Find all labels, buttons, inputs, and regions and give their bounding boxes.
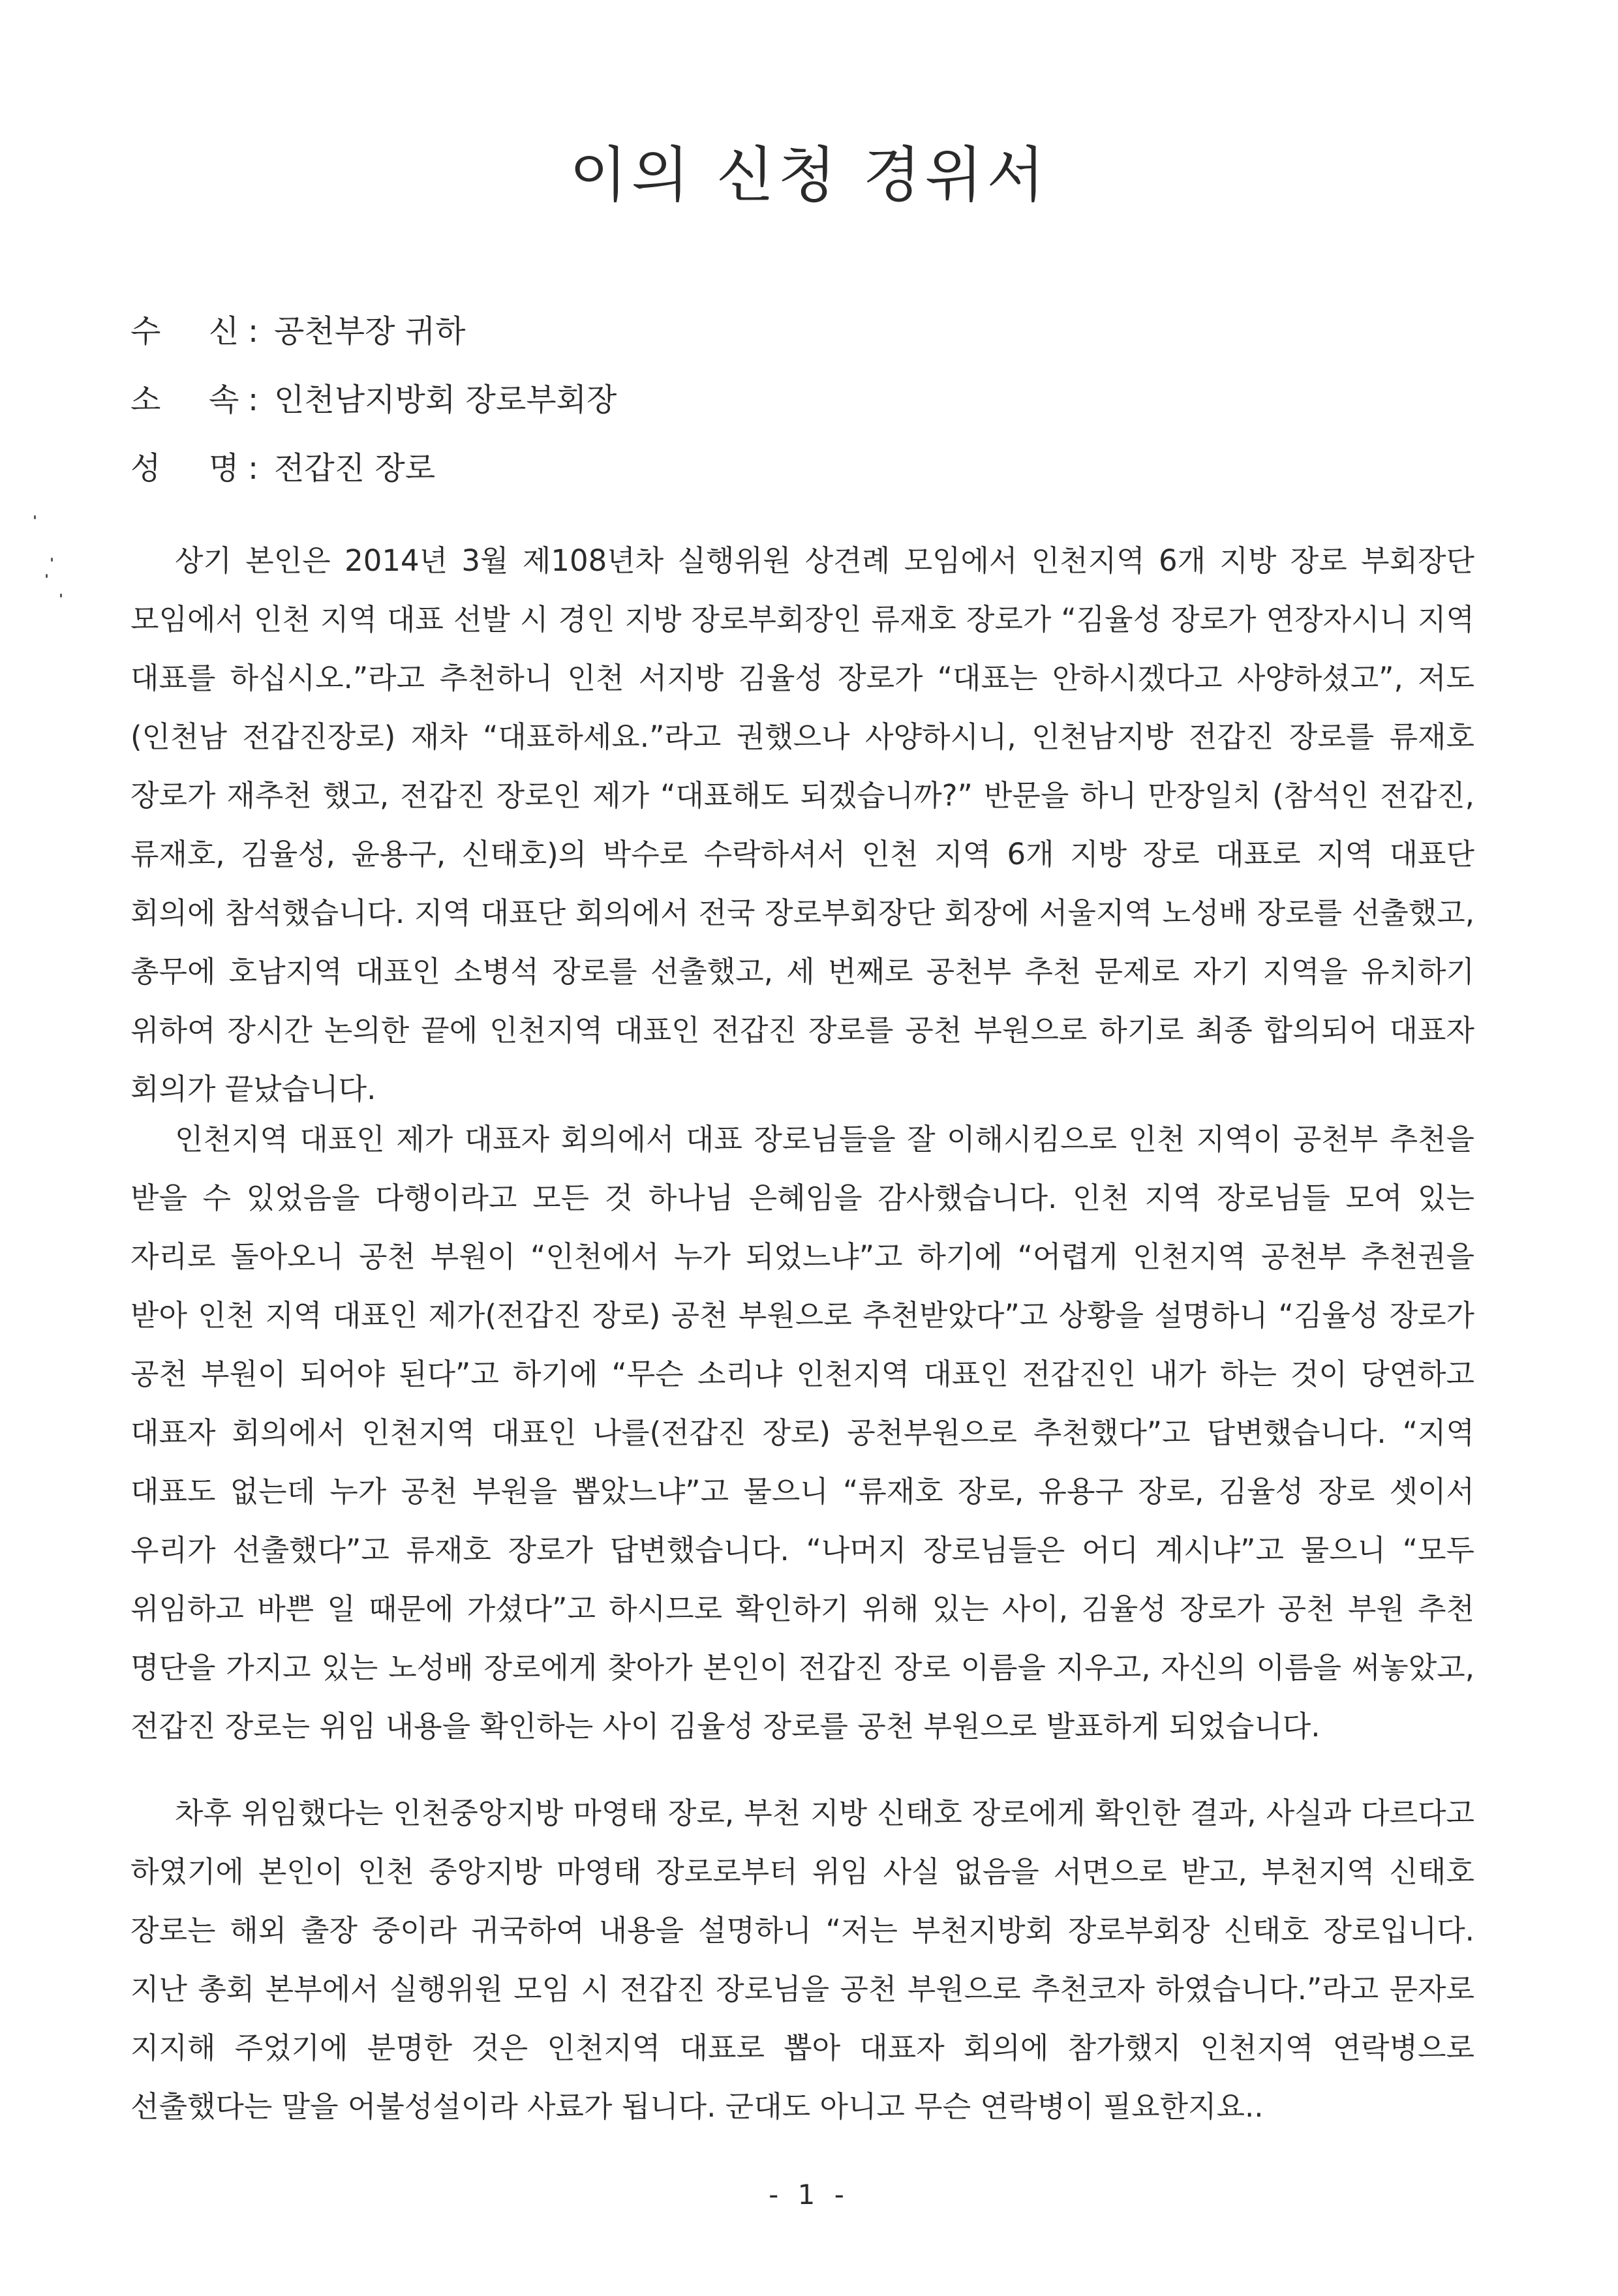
body-paragraph-2: 인천지역 대표인 제가 대표자 회의에서 대표 장로님들을 잘 이해시킴으로 인천 지역이 공천부 추천을 받을 수 있었음을 다행이라고 모든 것 하나님 은혜임을 감사했습니다. 인천 지역 장로님들 모여 있는 자리로 돌아오니 공천 부원이 “인천에서 누가 되었느냐”고 하기에 “어렵게 인천지역 공천부 추천권을 받아 인천 지역 대표인 제가(전갑진 장로) 공천 부원으로 추천받았다”고 상황을 설명하니 “김율성 장로가 공천 부원이 되어야 된다”고 하기에 “무슨 소리냐 인천지역 대표인 전갑진인 내가 하는 것이 당연하고 대표자 회의에서 인천지역 대표인 나를(전갑진 장로) 공천부원으로 추천했다”고 답변했습니다. “지역 대표도 없는데 누가 공천 부원을 뽑았느냐”고 물으니 “류재호 장로, 유용구 장로, 김율성 장로 셋이서 우리가 선출했다”고 류재호 장로가 답변했습니다. “나머지 장로님들은 어디 계시냐”고 물으니 “모두 위임하고 바쁜 일 때문에 가셨다”고 하시므로 확인하기 위해 있는 사이, 김율성 장로가 공천 부원 추천 명단을 가지고 있는 노성배 장로에게 찾아가 본인이 전갑진 장로 이름을 지우고, 자신의 이름을 써놓았고, 전갑진 장로는 위임 내용을 확인하는 사이 김율성 장로를 공천 부원으로 발표하게 되었습니다. [130, 1122, 1474, 1744]
body-paragraph-3: 차후 위임했다는 인천중앙지방 마영태 장로, 부천 지방 신태호 장로에게 확인한 결과, 사실과 다르다고 하였기에 본인이 인천 중앙지방 마영태 장로로부터 위임 사실 없음을 서면으로 받고, 부천지역 신태호 장로는 해외 출장 중이라 귀국하여 내용을 설명하니 “저는 부천지방회 장로부회장 신태호 장로입니다. 지난 총회 본부에서 실행위원 모임 시 전갑진 장로님을 공천 부원으로 추천코자 하였습니다.”라고 문자로 지지해 주었기에 분명한 것은 인천지역 대표로 뽑아 대표자 회의에 참가했지 인천지역 연락병으로 선출했다는 말을 어불성설이라 사료가 됩니다. 군대도 아니고 무슨 연락병이 필요한지요.. [130, 1796, 1474, 2124]
header-recipient: 수 신 : 공천부장 귀하 [130, 313, 466, 350]
recipient-value: 공천부장 귀하 [274, 313, 466, 350]
scan-speck [51, 558, 53, 562]
scan-speck [34, 515, 36, 519]
scan-speck [46, 574, 48, 578]
document-title: 이의 신청 경위서 [569, 140, 1049, 210]
body-paragraph-1: 상기 본인은 2014년 3월 제108년차 실행위원 상견례 모임에서 인천지역 6개 지방 장로 부회장단 모임에서 인천 지역 대표 선발 시 경인 지방 장로부회장인 류재호 장로가 “김율성 장로가 연장자시니 지역 대표를 하십시오.”라고 추천하니 인천 서지방 김율성 장로가 “대표는 안하시겠다고 사양하셨고”, 저도(인천남 전갑진장로) 재차 “대표하세요.”라고 권했으나 사양하시니, 인천남지방 전갑진 장로를 류재호 장로가 재추천 했고, 전갑진 장로인 제가 “대표해도 되겠습니까?” 반문을 하니 만장일치 (참석인 전갑진, 류재호, 김율성, 윤용구, 신태호)의 박수로 수락하셔서 인천 지역 6개 지방 장로 대표로 지역 대표단 회의에 참석했습니다. 지역 대표단 회의에서 전국 장로부회장단 회장에 서울지역 노성배 장로를 선출했고, 총무에 호남지역 대표인 소병석 장로를 선출했고, 세 번째로 공천부 추천 문제로 자기 지역을 유치하기 위하여 장시간 논의한 끝에 인천지역 대표인 전갑진 장로를 공천 부원으로 하기로 최종 합의되어 대표자 회의가 끝났습니다. [130, 543, 1474, 1106]
scan-speck [60, 594, 62, 597]
name-value: 전갑진 장로 [274, 450, 436, 487]
affiliation-label: 소 속 [130, 382, 239, 418]
header-name: 성 명 : 전갑진 장로 [130, 450, 436, 487]
recipient-label: 수 신 [130, 313, 239, 350]
name-label: 성 명 [130, 450, 239, 487]
header-affiliation: 소 속 : 인천남지방회 장로부회장 [130, 382, 617, 418]
page-number: - 1 - [769, 2179, 849, 2211]
affiliation-value: 인천남지방회 장로부회장 [274, 382, 617, 418]
